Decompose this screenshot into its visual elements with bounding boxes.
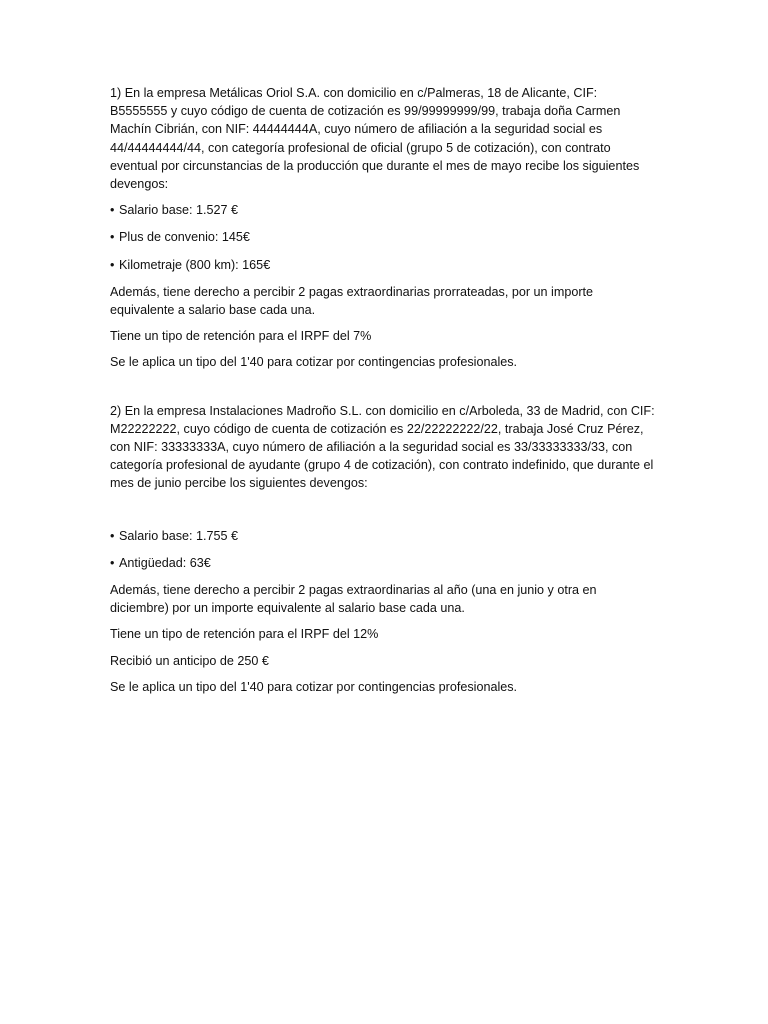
exercise-2-advance: Recibió un anticipo de 250 € [110, 653, 269, 668]
exercise-1 [110, 84, 655, 372]
exercise-2 [110, 402, 655, 696]
list-spacer [110, 501, 655, 527]
bullet-text: Antigüedad: 63€ [119, 555, 211, 570]
bullet-icon: • [110, 230, 115, 245]
list-item [110, 201, 655, 219]
exercise-1-extras: Además, tiene derecho a percibir 2 pagas extraordinarias prorrateadas, por un importe equivalente a salario base cada una. [110, 284, 594, 318]
exercise-1-contingencies: Se le aplica un tipo del 1'40 para cotizar por contingencias profesionales. [110, 355, 518, 370]
bullet-icon: • [110, 257, 115, 272]
bullet-text: Plus de convenio: 145€ [119, 230, 250, 245]
exercise-1-retention: Tiene un tipo de retención para el IRPF del 7% [110, 329, 372, 344]
section-spacer [110, 380, 655, 402]
exercise-1-intro: 1) En la empresa Metálicas Oriol S.A. con domicilio en c/Palmeras, 18 de Alicante, CIF: B5555555 y cuyo código de cuenta de cotización es 99/99999999/99, trabaja doña Carmen Machín Cibrián, con NIF: 44444444A, cuyo número de afiliación a la seguridad social es 44/44444444/44, con categoría profesional de oficial (grupo 5 de cotización), con contrato eventual por circunstancias de la producción que durante el mes de mayo recibe los siguientes devengos: [110, 86, 640, 192]
bullet-text: Salario base: 1.527 € [119, 203, 239, 218]
exercise-2-intro: 2) En la empresa Instalaciones Madroño S.L. con domicilio en c/Arboleda, 33 de Madrid, con CIF: M22222222, cuyo código de cuenta de cotización es 22/22222222/22, trabaja José Cruz Pérez, con NIF: 33333333A, cuyo número de afiliación a la seguridad social es 33/33333333/33, con categoría profesional de ayudante (grupo 4 de cotización), con contrato indefinido, que durante el mes de junio percibe los siguientes devengos: [110, 403, 655, 491]
document-page [110, 84, 655, 704]
list-item [110, 228, 655, 246]
bullet-icon: • [110, 555, 115, 570]
exercise-2-contingencies: Se le aplica un tipo del 1'40 para cotizar por contingencias profesionales. [110, 679, 518, 694]
list-item [110, 554, 655, 572]
bullet-text: Salario base: 1.755 € [119, 528, 239, 543]
bullet-icon: • [110, 528, 115, 543]
exercise-2-retention: Tiene un tipo de retención para el IRPF del 12% [110, 627, 379, 642]
list-item [110, 256, 655, 274]
bullet-icon: • [110, 203, 115, 218]
bullet-text: Kilometraje (800 km): 165€ [119, 257, 271, 272]
exercise-2-extras: Además, tiene derecho a percibir 2 pagas extraordinarias al año (una en junio y otra en diciembre) por un importe equivalente al salario base cada una. [110, 583, 597, 616]
list-item [110, 527, 655, 545]
